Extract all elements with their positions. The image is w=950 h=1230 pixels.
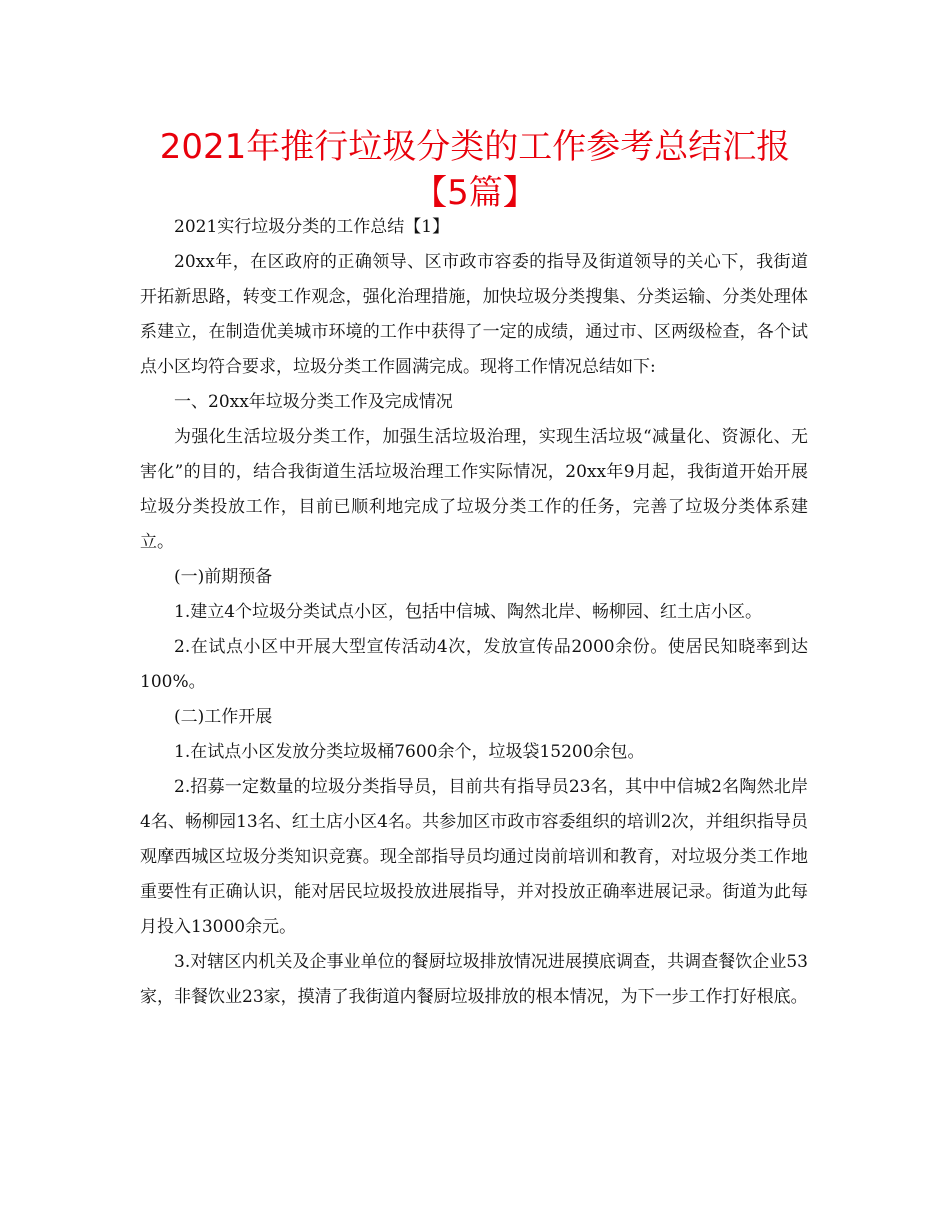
section-heading: 一、20xx年垃圾分类工作及完成情况	[174, 392, 453, 412]
list-item: 2.招募一定数量的垃圾分类指导员，目前共有指导员23名，其中中信城2名陶然北岸4名、畅柳园13名、红土店小区4名。共参加区市政市容委组织的培训2次，并组织指导员观摩西城区垃圾分类知识竞赛。现全部指导员均通过岗前培训和教育，对垃圾分类工作地重要性有正确认识，能对居民垃圾投放进展指导，并对投放正确率进展记录。街道为此每月投入13000余元。	[140, 777, 808, 937]
document-title: 2021年推行垃圾分类的工作参考总结汇报【5篇】	[159, 127, 791, 213]
paragraph: 20xx年，在区政府的正确领导、区市政市容委的指导及街道领导的关心下，我街道开拓新思路，转变工作观念，强化治理措施，加快垃圾分类搜集、分类运输、分类处理体系建立，在制造优美城市环境的工作中获得了一定的成绩，通过市、区两级检查，各个试点小区均符合要求，垃圾分类工作圆满完成。现将工作情况总结如下:	[140, 252, 808, 377]
document-body	[140, 210, 808, 1015]
section-heading: 2021实行垃圾分类的工作总结【1】	[174, 217, 450, 237]
list-item: 1.建立4个垃圾分类试点小区，包括中信城、陶然北岸、畅柳园、红土店小区。	[174, 602, 763, 622]
subsection-heading: (二)工作开展	[174, 707, 273, 727]
list-item: 1.在试点小区发放分类垃圾桶7600余个，垃圾袋15200余包。	[174, 742, 645, 762]
list-item: 2.在试点小区中开展大型宣传活动4次，发放宣传品2000余份。使居民知晓率到达100%。	[140, 637, 808, 692]
paragraph: 为强化生活垃圾分类工作，加强生活垃圾治理，实现生活垃圾“减量化、资源化、无害化”的目的，结合我街道生活垃圾治理工作实际情况，20xx年9月起，我街道开始开展垃圾分类投放工作，目前已顺利地完成了垃圾分类工作的任务，完善了垃圾分类体系建立。	[140, 427, 808, 552]
list-item: 3.对辖区内机关及企事业单位的餐厨垃圾排放情况进展摸底调查，共调查餐饮企业53家，非餐饮业23家，摸清了我街道内餐厨垃圾排放的根本情况，为下一步工作打好根底。	[140, 952, 808, 1007]
subsection-heading: (一)前期预备	[174, 567, 273, 587]
